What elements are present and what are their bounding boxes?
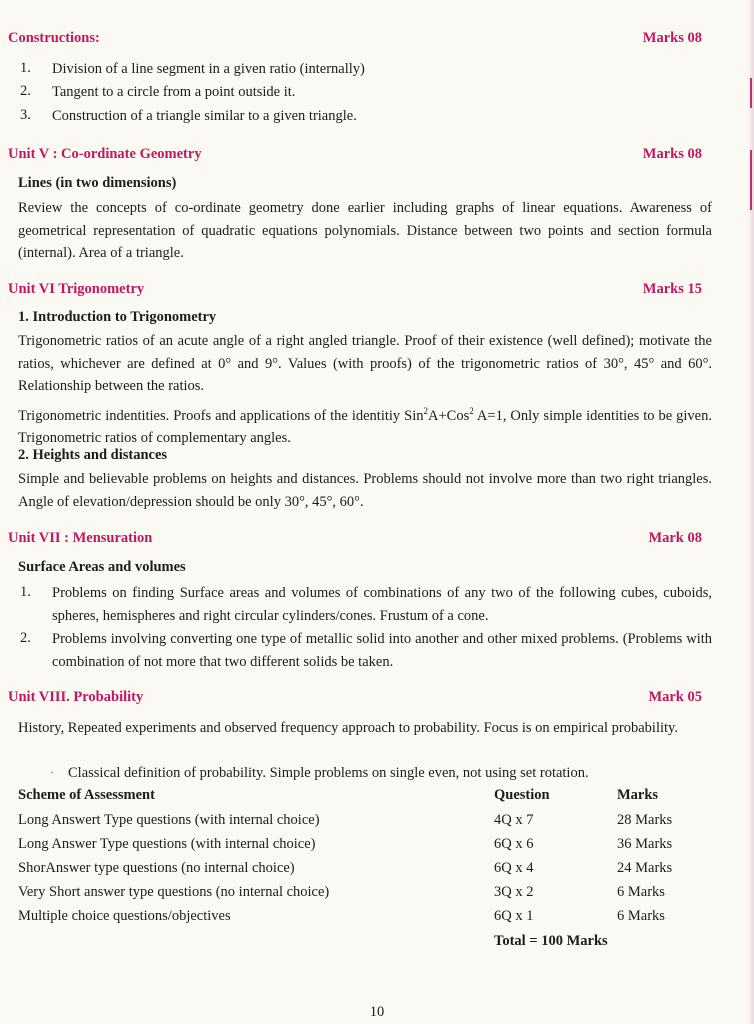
list-number: 1. — [20, 60, 31, 76]
subsection-title: 2. Heights and distances — [18, 447, 168, 463]
edge-mark — [750, 78, 752, 108]
list-item: Problems on finding Surface areas and volumes of combinations of any two of the following cubes, cuboids, spheres, hemispheres and right circular cylinders/cones. Frustum of a cone. — [52, 585, 712, 624]
list-number: 3. — [20, 107, 31, 123]
list-number: 2. — [20, 630, 31, 646]
table-cell: ShorAnswer type questions (no internal choice) — [18, 860, 295, 876]
section-heading-unit5 — [8, 146, 702, 163]
table-cell: 24 Marks — [617, 860, 673, 876]
table-cell: 36 Marks — [617, 836, 673, 852]
stray-dot: · — [50, 765, 54, 779]
table-cell: Long Answert Type questions (with internal choice) — [18, 812, 320, 828]
table-header: Marks — [617, 787, 659, 803]
edge-mark — [750, 150, 752, 210]
list-number: 2. — [20, 83, 31, 99]
list-item: Construction of a triangle similar to a given triangle. — [52, 108, 357, 124]
paragraph: Trigonometric ratios of an acute angle of a right angled triangle. Proof of their existence (well defined); motivate the ratios, whichever are defined at 0° and 9°. Values (with proofs) of the trigonometric ratios of 30°, 45° and 60°. Relationship between the ratios. — [18, 333, 712, 394]
section-title: Unit V : Co-ordinate Geometry — [8, 146, 202, 162]
table-row — [18, 836, 718, 858]
section-title: Constructions: — [8, 30, 100, 46]
paragraph: Trigonometric indentities. Proofs and applications of the identitiy Sin$^2$A+Cos$^2$ A=1, Only simple identities to be given. Trigonometric ratios of complementary angles. — [18, 406, 712, 447]
list-item: Tangent to a circle from a point outside it. — [52, 84, 296, 100]
subsection-title: Surface Areas and volumes — [18, 559, 186, 575]
list-number: 1. — [20, 584, 31, 600]
section-title: Unit VIII. Probability — [8, 689, 144, 705]
section-marks: Marks 08 — [642, 30, 702, 46]
table-header-row — [18, 787, 718, 809]
table-cell: 3Q x 2 — [494, 884, 534, 900]
table-row — [18, 860, 718, 882]
table-cell: 6 Marks — [617, 908, 665, 924]
table-row — [18, 812, 718, 834]
section-heading-unit8 — [8, 689, 702, 706]
table-header: Question — [494, 787, 550, 803]
table-cell: 6Q x 6 — [494, 836, 534, 852]
subsection-title: 1. Introduction to Trigonometry — [18, 309, 217, 325]
section-heading-unit6 — [8, 281, 702, 298]
paragraph: History, Repeated experiments and observed frequency approach to probability. Focus is on empirical probability. — [18, 720, 678, 736]
table-header: Scheme of Assessment — [18, 787, 155, 803]
table-cell: 6Q x 4 — [494, 860, 534, 876]
table-cell: 6Q x 1 — [494, 908, 534, 924]
table-row — [18, 884, 718, 906]
section-heading-constructions — [8, 30, 702, 47]
page-number: 10 — [369, 1004, 385, 1020]
table-row — [18, 908, 718, 930]
table-cell: Long Answer Type questions (with internal choice) — [18, 836, 316, 852]
section-title: Unit VII : Mensuration — [8, 530, 153, 546]
subsection-title: Lines (in two dimensions) — [18, 175, 177, 191]
paragraph: Simple and believable problems on heights and distances. Problems should not involve more than two right triangles. Angle of elevation/depression should be only 30°, 45°, 60°. — [18, 471, 712, 510]
section-title: Unit VI Trigonometry — [8, 281, 145, 297]
table-total-row — [18, 933, 718, 955]
paragraph: Classical definition of probability. Simple problems on single even, not using set rotation. — [68, 765, 589, 781]
section-marks: Mark 08 — [648, 530, 702, 546]
section-marks: Mark 05 — [648, 689, 702, 705]
section-heading-unit7 — [8, 530, 702, 547]
table-cell: Very Short answer type questions (no internal choice) — [18, 884, 330, 900]
section-marks: Marks 15 — [642, 281, 702, 297]
list-item: Problems involving converting one type of metallic solid into another and other mixed problems. (Problems with combination of not more that two different solids be taken. — [52, 631, 712, 670]
table-cell: 6 Marks — [617, 884, 665, 900]
section-marks: Marks 08 — [642, 146, 702, 162]
table-cell: Multiple choice questions/objectives — [18, 908, 231, 924]
paragraph: Review the concepts of co-ordinate geometry done earlier including graphs of linear equations. Awareness of geometrical representation of quadratic equations polynomials. Distance between two points and section formula (internal). Area of a triangle. — [18, 200, 712, 261]
table-total: Total = 100 Marks — [494, 933, 608, 949]
table-cell: 28 Marks — [617, 812, 673, 828]
table-cell: 4Q x 7 — [494, 812, 534, 828]
list-item: Division of a line segment in a given ratio (internally) — [52, 61, 365, 77]
